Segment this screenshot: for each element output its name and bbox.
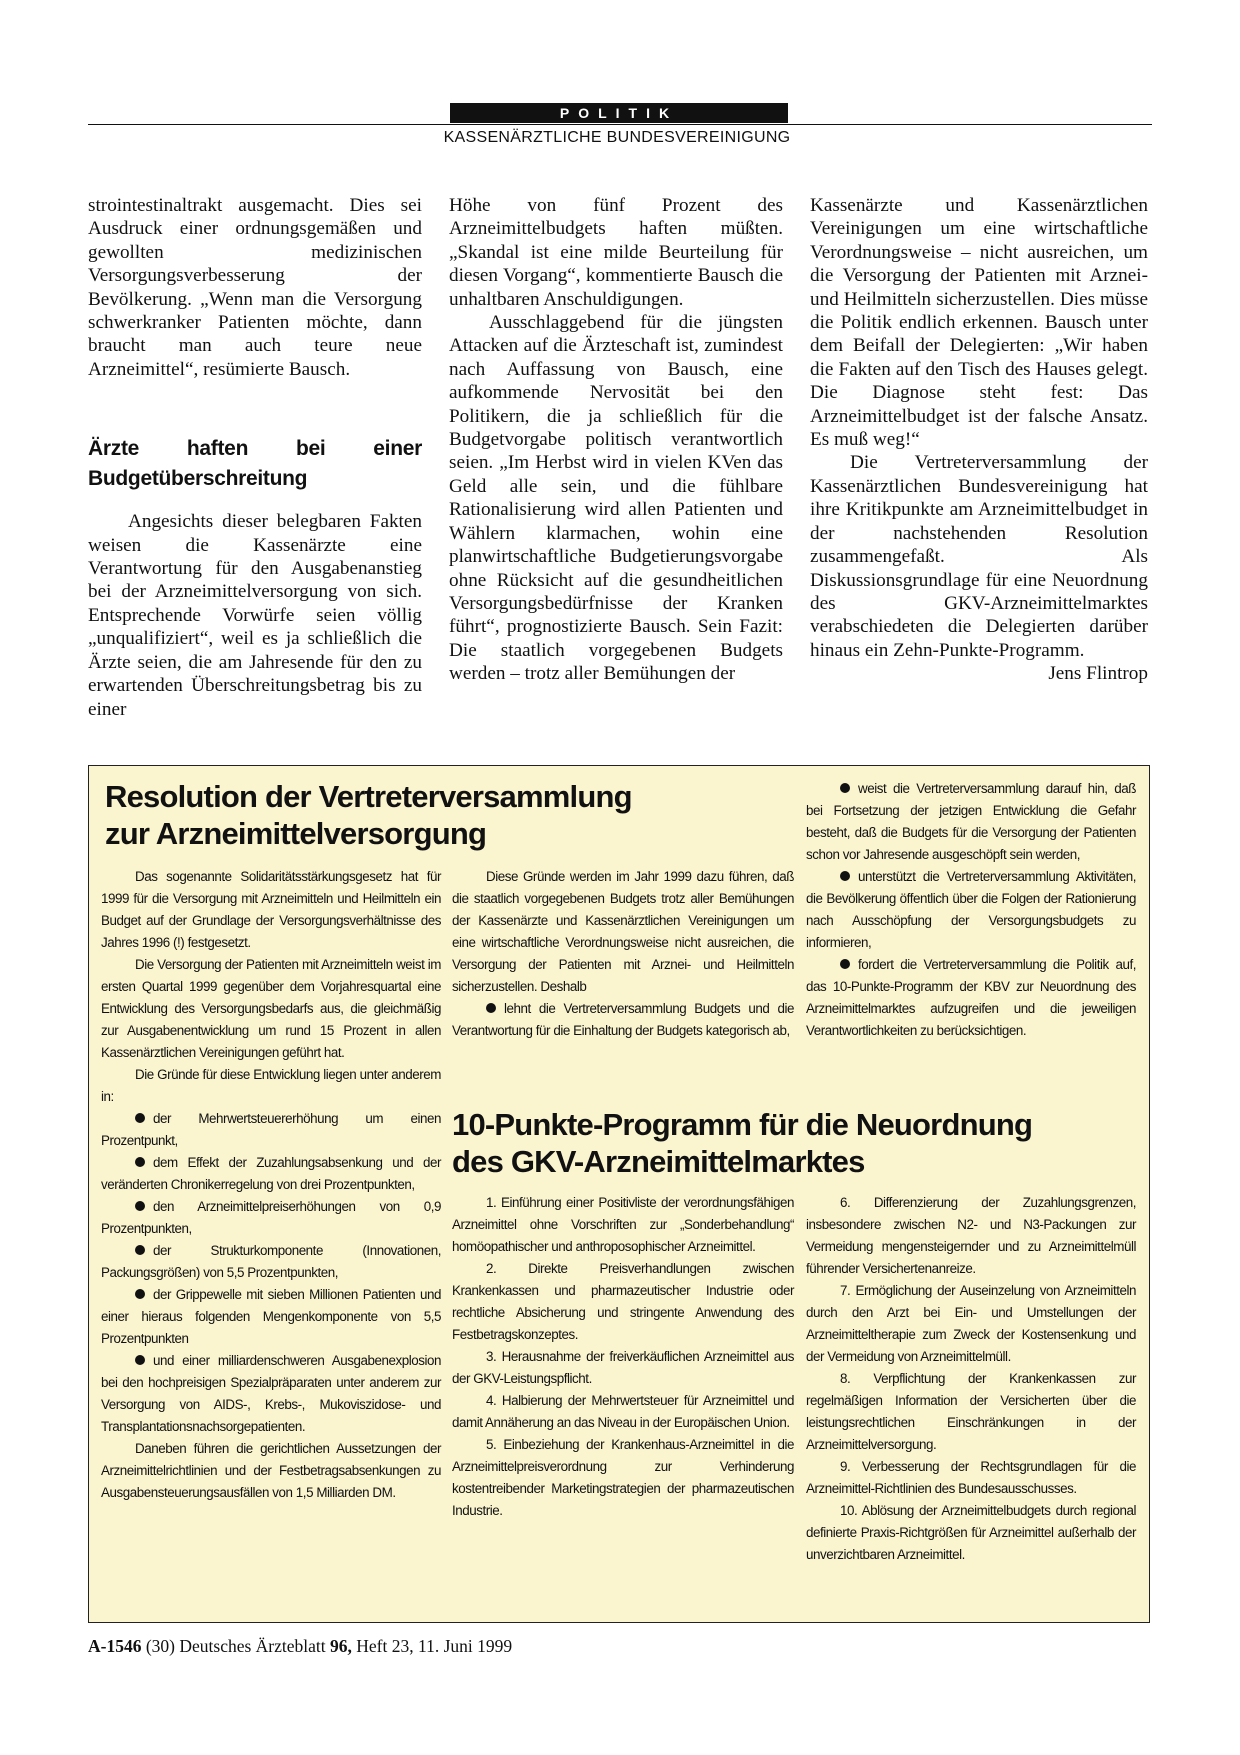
program-item: 2. Direkte Preisverhandlungen zwischen Krankenkassen und pharmazeutischer Industrie oder rechtliche Absicherung und stringente Anwendung des Festbetragskonzeptes. [452,1261,794,1342]
article-subheading: Ärzte haften bei einer Budgetüberschreitung [88,437,422,491]
resolution-bullet-text: den Arzneimittelpreiserhöhungen von 0,9 Prozentpunkten, [101,1199,441,1236]
program-title-line-1: 10-Punkte-Programm für die Neuordnung [452,1107,1033,1142]
bullet-icon [840,959,850,969]
program-item: 10. Ablösung der Arzneimittelbudgets durch regional definierte Praxis-Richtgrößen für Arzneimittel außerhalb der unverzichtbaren Arzneimittel. [806,1503,1136,1562]
resolution-bullet [101,1350,441,1438]
program-item: 9. Verbesserung der Rechtsgrundlagen für die Arzneimittel-Richtlinien des Bundesausschusses. [806,1459,1136,1496]
resolution-column-2 [452,866,794,1042]
bullet-icon [135,1245,145,1255]
resolution-title-line-2: zur Arzneimittelversorgung [105,816,487,851]
program-item: 8. Verpflichtung der Krankenkassen zur regelmäßigen Information der Versicherten über die leistungsrechtlichen Einschränkungen in der Arzneimittelversorgung. [806,1371,1136,1452]
resolution-bullet [101,1108,441,1152]
resolution-title [105,778,745,852]
resolution-bullet [101,1240,441,1284]
program-title-line-2: des GKV-Arzneimittelmarktes [452,1144,865,1179]
article-paragraph: Höhe von fünf Prozent des Arzneimittelbudgets haften müßten. „Skandal ist eine milde Beurteilung für diesen Vorgang“, kommentierte Bausch die unhaltbaren Anschuldigungen. [449,195,783,310]
resolution-title-line-1: Resolution der Vertreterversammlung [105,779,632,814]
article-paragraph: Angesichts dieser belegbaren Fakten weisen die Kassenärzte eine Verantwortung für den Ausgabenanstieg bei der Arzneimittelversorgung von sich. Entsprechende Vorwürfe seien völlig „unqualifiziert“, weil es ja schließlich die Ärzte seien, die am Jahresende für den zu erwartenden Überschreitungsbetrag bis zu einer [88,511,422,720]
resolution-bullet-text: und einer milliardenschweren Ausgabenexplosion bei den hochpreisigen Spezialpräparaten unter anderem zur Versorgung von AIDS-, Krebs-, Mukoviszidose- und Transplantationsnachsorgepatienten. [101,1353,441,1434]
program-column-right [806,1192,1136,1566]
resolution-paragraph: Daneben führen die gerichtlichen Aussetzungen der Arzneimittelrichtlinien und der Festbetragsabsenkungen zu Ausgabensteuerungsausfällen von 1,5 Milliarden DM. [101,1441,441,1500]
resolution-paragraph: Die Versorgung der Patienten mit Arzneimitteln weist im ersten Quartal 1999 gegenüber dem Vorjahresquartal eine Entwicklung des Versorgungsbedarfs aus, die gleichmäßig zur Ausgabenentwicklung um rund 15 Prozent in allen Kassenärztlichen Vereinigungen geführt hat. [101,957,441,1060]
footer-volume: 96, [330,1636,352,1656]
resolution-paragraph: Die Gründe für diese Entwicklung liegen unter anderem in: [101,1067,441,1104]
article-paragraph-text: Die Vertreterversammlung der Kassenärztlichen Bundesvereinigung hat ihre Kritikpunkte am Arzneimittelbudget in der nachstehenden Resolution zusammengefaßt. Als Diskussionsgrundlage für eine Neuordnung des GKV-Arzneimittelmarktes verabschiedeten die Delegierten darüber hinaus ein Zehn-Punkte-Programm. [810,452,1148,661]
program-item: 3. Herausnahme der freiverkäuflichen Arzneimittel aus der GKV-Leistungspflicht. [452,1349,794,1386]
resolution-column-3 [806,778,1136,1042]
resolution-paragraph: Das sogenannte Solidaritätsstärkungsgesetz hat für 1999 für die Versorgung mit Arzneimitteln und Heilmitteln ein Budget auf der Grundlage der Versorgungsverhältnisse des Jahres 1996 (!) festgesetzt. [101,869,441,950]
resolution-paragraph: Diese Gründe werden im Jahr 1999 dazu führen, daß die staatlich vorgegebenen Budgets trotz aller Bemühungen der Kassenärzte und Kassenärztlichen Vereinigungen um eine wirtschaftliche Verordnungsweise nicht ausreichen, die Versorgung der Patienten mit Arznei- und Heilmitteln sicherzustellen. Deshalb [452,869,794,994]
article-column-2 [449,194,783,686]
program-title [452,1106,1132,1180]
footer-journal: (30) Deutsches Ärzteblatt [145,1636,326,1656]
resolution-bullet-text: der Mehrwertsteuererhöhung um einen Prozentpunkt, [101,1111,441,1148]
page-number: A-1546 [88,1636,142,1656]
article-paragraph: Kassenärzte und Kassenärztlichen Vereinigungen um eine wirtschaftliche Verordnungsweise – nicht ausreichen, um die Versorgung der Patienten mit Arznei- und Heilmitteln sicherzustellen. Dies müsse die Politik endlich erkennen. Bausch unter dem Beifall der Delegierten: „Wir haben die Fakten auf den Tisch des Hauses gelegt. Die Diagnose steht fest: Das Arzneimittelbudget ist der falsche Ansatz. Es muß weg!“ [810,195,1148,451]
resolution-box [88,765,1150,1623]
bullet-icon [135,1289,145,1299]
bullet-icon [135,1113,145,1123]
page-footer [88,1636,512,1657]
program-item: 6. Differenzierung der Zuzahlungsgrenzen, insbesondere zwischen N2- und N3-Packungen zur Vermeidung mengensteigernder und zu Arzneimittelmüll führender Versichertenanreize. [806,1195,1136,1276]
resolution-bullet [806,954,1136,1042]
resolution-column-1 [101,866,441,1504]
resolution-bullet-text: unterstützt die Vertreterversammlung Aktivitäten, die Bevölkerung öffentlich über die Folgen der Rationierung nach Ausschöpfung der Versorgungsbudgets zu informieren, [806,869,1136,950]
article-closing-paragraph [810,451,1148,662]
program-item: 5. Einbeziehung der Krankenhaus-Arzneimittel in die Arzneimittelpreisverordnung zur Verhinderung kostentreibender Marketingstrategien der pharmazeutischen Industrie. [452,1437,794,1518]
program-column-left [452,1192,794,1522]
article-column-3 [810,194,1148,686]
resolution-bullet-text: lehnt die Vertreterversammlung Budgets und die Verantwortung für die Einhaltung der Budgets kategorisch ab, [452,1001,794,1038]
program-item: 7. Ermöglichung der Auseinzelung von Arzneimitteln durch den Arzt bei Ein- und Umstellungen der Arzneimitteltherapie zum Zweck der Kostensenkung und der Vermeidung von Arzneimittelmüll. [806,1283,1136,1364]
resolution-bullet [806,866,1136,954]
section-label: POLITIK [450,103,788,123]
article-column-1 [88,194,422,721]
resolution-bullet [452,998,794,1042]
header-rule [88,124,1152,125]
section-subtitle: KASSENÄRZTLICHE BUNDESVEREINIGUNG [443,129,791,146]
bullet-icon [840,783,850,793]
resolution-bullet [101,1284,441,1350]
article-paragraph: Ausschlaggebend für die jüngsten Attacken auf die Ärzteschaft ist, zumindest nach Auffassung von Bausch, eine aufkommende Nervosität bei den Politikern, die ja schließlich für die Budgetvorgabe politisch verantwortlich seien. „Im Herbst wird in vielen KVen das Geld alle sein, und die fühlbare Rationalisierung wird allen Patienten und Wählern klarmachen, wohin eine planwirtschaftliche Budgetierungsvorgabe ohne Rücksicht auf die gesundheitlichen Versorgungsbedürfnisse der Kranken führt“, prognostizierte Bausch. Sein Fazit: Die staatlich vorgegebenen Budgets werden – trotz aller Bemühungen der [449,312,783,685]
resolution-bullet-text: fordert die Vertreterversammlung die Politik auf, das 10-Punkte-Programm der KBV zur Neuordnung des Arzneimittelmarktes aufzugreifen und die jeweiligen Verantwortlichkeiten zu berücksichtigen. [806,957,1136,1038]
resolution-bullet-text: dem Effekt der Zuzahlungsabsenkung und der veränderten Chronikerregelung von drei Prozentpunkten, [101,1155,441,1192]
article-author: Jens Flintrop [1048,663,1148,685]
resolution-bullet-text: der Strukturkomponente (Innovationen, Packungsgrößen) von 5,5 Prozentpunkten, [101,1243,441,1280]
resolution-bullet [806,778,1136,866]
resolution-bullet [101,1196,441,1240]
program-item: 4. Halbierung der Mehrwertsteuer für Arzneimittel und damit Annäherung an das Niveau in der Europäischen Union. [452,1393,794,1430]
bullet-icon [135,1157,145,1167]
resolution-bullet-text: weist die Vertreterversammlung darauf hin, daß bei Fortsetzung der jetzigen Entwicklung die Gefahr besteht, daß die Budgets für die Versorgung der Patienten schon vor Jahresende ausgeschöpft sein werden, [806,781,1136,862]
program-item: 1. Einführung einer Positivliste der verordnungsfähigen Arzneimittel ohne Vorschriften zur „Sonderbehandlung“ homöopathischer und anthroposophischer Arzneimittel. [452,1195,794,1254]
bullet-icon [135,1201,145,1211]
bullet-icon [840,871,850,881]
footer-issue: Heft 23, 11. Juni 1999 [356,1636,513,1656]
resolution-bullet [101,1152,441,1196]
bullet-icon [486,1003,496,1013]
bullet-icon [135,1355,145,1365]
resolution-bullet-text: der Grippewelle mit sieben Millionen Patienten und einer hieraus folgenden Mengenkomponente von 5,5 Prozentpunkten [101,1287,441,1346]
article-paragraph: strointestinaltrakt ausgemacht. Dies sei Ausdruck einer ordnungsgemäßen und gewollten medizinischen Versorgungsverbesserung der Bevölkerung. „Wenn man die Versorgung schwerkranker Patienten möchte, dann braucht man auch teure neue Arzneimittel“, resümierte Bausch. [88,195,422,380]
